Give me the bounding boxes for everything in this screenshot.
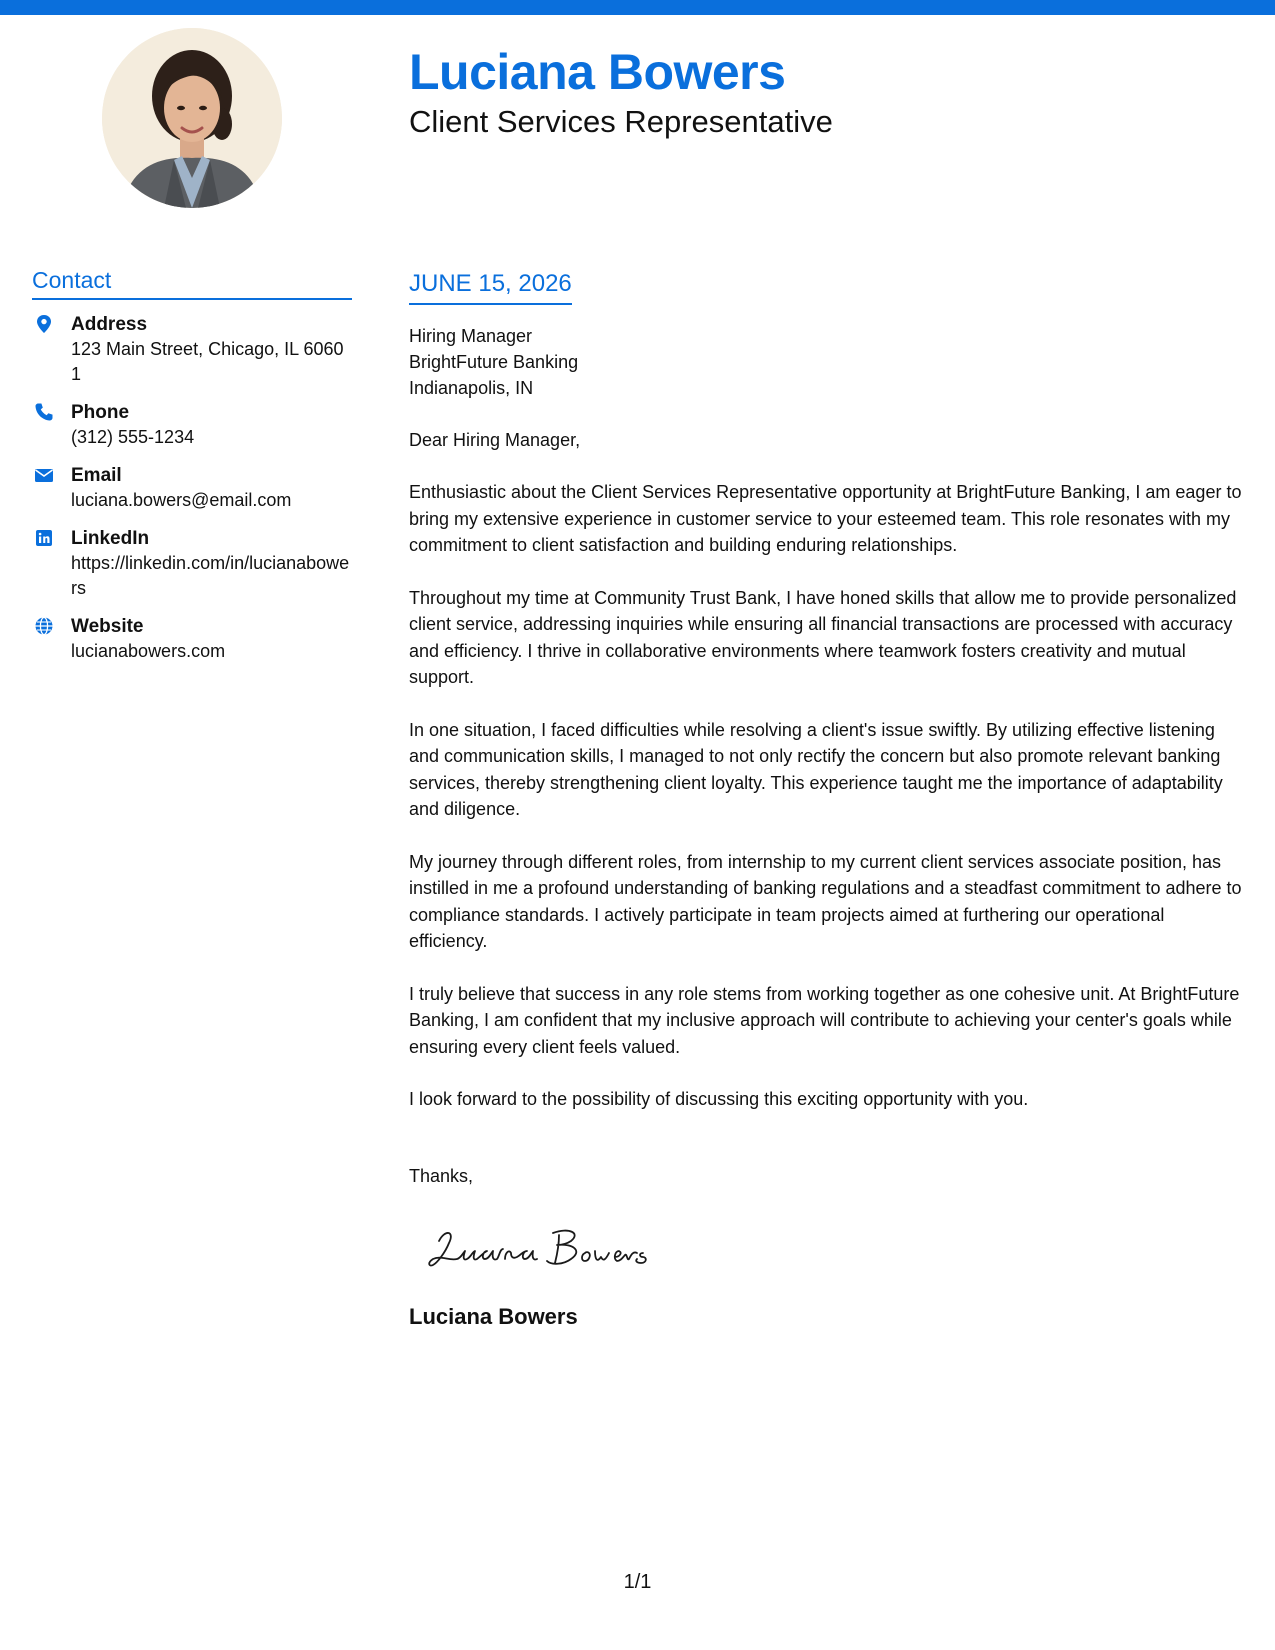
signature-graphic bbox=[419, 1219, 679, 1279]
phone-icon bbox=[34, 402, 54, 422]
contact-value: https://linkedin.com/in/lucianabowers bbox=[71, 553, 350, 598]
top-accent-bar bbox=[0, 0, 1275, 15]
globe-icon bbox=[34, 616, 54, 636]
profile-photo-illustration bbox=[102, 28, 282, 208]
profile-photo bbox=[102, 28, 282, 208]
contact-label: Website bbox=[71, 616, 144, 637]
contact-sidebar bbox=[32, 266, 352, 677]
linkedin-icon bbox=[34, 528, 54, 548]
contact-label: Phone bbox=[71, 402, 130, 423]
recipient-line: BrightFuture Banking bbox=[409, 352, 579, 372]
page-number: 1/1 bbox=[623, 1571, 652, 1593]
contact-item-website bbox=[32, 614, 352, 664]
contact-list bbox=[32, 312, 352, 664]
email-icon bbox=[34, 465, 54, 485]
location-pin-icon bbox=[34, 314, 54, 334]
letter-paragraph: Enthusiastic about the Client Services Representative opportunity at BrightFuture Banking, I am eager to bring my extensive experience in customer service to your esteemed team. This role resonates with my commitment to client satisfaction and building enduring relationships. bbox=[409, 482, 1242, 555]
contact-label: Email bbox=[71, 465, 122, 486]
letter-body bbox=[409, 268, 1244, 1331]
contact-item-linkedin bbox=[32, 526, 352, 601]
letter-paragraph: Throughout my time at Community Trust Bank, I have honed skills that allow me to provide personalized client service, addressing inquiries while ensuring all financial transactions are processed with accuracy and efficiency. I thrive in collaborative environments where teamwork fosters creativity and mutual support. bbox=[409, 587, 1237, 687]
contact-label: Address bbox=[71, 314, 148, 335]
letter-paragraph: My journey through different roles, from internship to my current client services associate position, has instilled in me a profound understanding of banking regulations and a steadfast commitment to adhere to compliance standards. I actively participate in team projects aimed at furthering our operational efficiency. bbox=[409, 851, 1242, 951]
contact-value: luciana.bowers@email.com bbox=[71, 490, 292, 510]
recipient-line: Hiring Manager bbox=[409, 326, 533, 346]
contact-item-address bbox=[32, 312, 352, 387]
contact-item-email bbox=[32, 463, 352, 513]
letter-paragraph: I truly believe that success in any role stems from working together as one cohesive unit. At BrightFuture Banking, I am confident that my inclusive approach will contribute to achieving your center's goals while ensuring every client feels valued. bbox=[409, 983, 1240, 1057]
handwritten-signature bbox=[419, 1219, 1244, 1279]
greeting: Dear Hiring Manager, bbox=[409, 430, 581, 450]
recipient-block bbox=[409, 323, 1244, 401]
recipient-line: Indianapolis, IN bbox=[409, 378, 534, 398]
contact-item-phone bbox=[32, 400, 352, 450]
letter-date: JUNE 15, 2026 bbox=[409, 268, 572, 305]
candidate-name: Luciana Bowers bbox=[409, 44, 786, 100]
contact-heading: Contact bbox=[32, 266, 352, 300]
signer-name: Luciana Bowers bbox=[409, 1303, 578, 1329]
job-title: Client Services Representative bbox=[409, 104, 833, 139]
contact-value: 123 Main Street, Chicago, IL 60601 bbox=[71, 339, 344, 384]
letter-paragraph: I look forward to the possibility of discussing this exciting opportunity with you. bbox=[409, 1089, 1029, 1109]
contact-value: lucianabowers.com bbox=[71, 641, 226, 661]
closing: Thanks, bbox=[409, 1165, 474, 1186]
contact-value: (312) 555-1234 bbox=[71, 427, 195, 447]
letter-paragraph: In one situation, I faced difficulties while resolving a client's issue swiftly. By utilizing effective listening and communication skills, I managed to not only rectify the concern but also promote relevant banking services, thereby strengthening client loyalty. This experience taught me the importance of adaptability and diligence. bbox=[409, 719, 1223, 819]
contact-label: LinkedIn bbox=[71, 528, 150, 549]
